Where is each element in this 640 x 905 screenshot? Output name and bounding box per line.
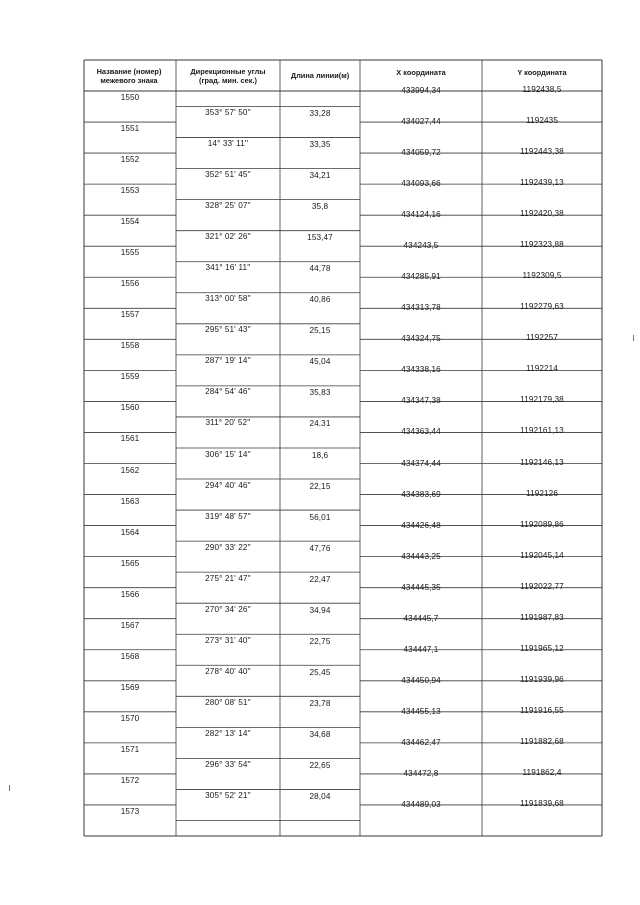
direction-angle: 313° 00' 58'' (205, 294, 251, 304)
y-coordinate: 1192439,13 (520, 178, 564, 188)
direction-angle: 284° 54' 46'' (205, 387, 251, 397)
direction-angle: 341° 16' 11'' (205, 263, 251, 273)
y-coordinate: 1192309,5 (522, 271, 562, 281)
point-name: 1554 (120, 217, 140, 227)
direction-angle: 278° 40' 40'' (205, 666, 251, 676)
line-length: 34,21 (309, 171, 331, 181)
line-length: 28,04 (309, 791, 331, 801)
point-name: 1555 (120, 248, 140, 258)
point-name: 1564 (120, 527, 140, 537)
direction-angle: 353° 57' 50'' (205, 108, 251, 118)
line-length: 22,47 (309, 574, 331, 584)
line-length: 33,35 (309, 140, 331, 150)
y-coordinate: 1191965,12 (520, 643, 564, 653)
y-coordinate: 1192179,38 (520, 395, 564, 405)
y-coordinate: 1192435 (526, 116, 558, 126)
point-name: 1553 (120, 186, 140, 196)
direction-angle: 295° 51' 43'' (205, 325, 251, 335)
direction-angle: 270° 34' 26'' (205, 604, 251, 614)
direction-angle: 305° 52' 21'' (205, 790, 251, 800)
y-coordinate: 1191916,55 (520, 705, 564, 715)
header-angles: Дирекционные углы (град. мин. сек.) (190, 67, 266, 85)
direction-angle: 14° 33' 11'' (207, 139, 249, 149)
x-coordinate: 434285,91 (401, 272, 441, 282)
line-length: 25,15 (309, 326, 331, 336)
point-name: 1558 (120, 341, 140, 351)
x-coordinate: 434447,1 (403, 644, 439, 654)
line-length: 153,47 (307, 233, 333, 243)
x-coordinate: 434445,7 (403, 613, 439, 623)
line-length: 22,15 (309, 481, 331, 491)
line-length: 22,65 (309, 760, 331, 770)
point-name: 1561 (120, 434, 140, 444)
line-length: 24,31 (309, 419, 331, 429)
y-coordinate: 1192146,13 (520, 457, 564, 467)
x-coordinate: 434363,44 (401, 427, 441, 437)
y-coordinate: 1191939,96 (520, 674, 564, 684)
line-length: 40,86 (309, 295, 331, 305)
direction-angle: 273° 31' 40'' (205, 635, 251, 645)
line-length: 35,8 (311, 202, 329, 212)
line-length: 56,01 (309, 512, 331, 522)
point-name: 1559 (120, 372, 140, 382)
x-coordinate: 434093,66 (401, 179, 441, 189)
x-coordinate: 434450,94 (401, 675, 441, 685)
line-length: 47,76 (309, 543, 331, 553)
y-coordinate: 1191862,4 (522, 767, 562, 777)
point-name: 1565 (120, 558, 140, 568)
x-coordinate: 434124,16 (401, 210, 441, 220)
x-coordinate: 434443,25 (401, 551, 441, 561)
direction-angle: 280° 08' 51'' (205, 697, 251, 707)
x-coordinate: 434243,5 (403, 241, 439, 251)
y-coordinate: 1192279,63 (520, 302, 564, 312)
y-coordinate: 1192022,77 (520, 581, 564, 591)
point-name: 1563 (120, 496, 140, 506)
direction-angle: 306° 15' 14'' (205, 449, 251, 459)
point-name: 1551 (120, 124, 140, 134)
direction-angle: 311° 20' 52'' (205, 418, 251, 428)
header-x: X координата (396, 68, 446, 77)
line-length: 25,45 (309, 667, 331, 677)
direction-angle: 287° 19' 14'' (205, 356, 251, 366)
direction-angle: 321° 02' 26'' (205, 232, 251, 242)
x-coordinate: 434027,44 (401, 117, 441, 127)
point-name: 1573 (120, 806, 140, 816)
x-coordinate: 434426,48 (401, 520, 441, 530)
point-name: 1556 (120, 279, 140, 289)
y-coordinate: 1192443,38 (520, 147, 564, 157)
line-length: 22,75 (309, 636, 331, 646)
y-coordinate: 1192420,38 (520, 209, 564, 219)
y-coordinate: 1191882,68 (520, 736, 564, 746)
y-coordinate: 1192257 (526, 333, 558, 343)
x-coordinate: 434313,78 (401, 303, 441, 313)
point-name: 1572 (120, 775, 140, 785)
x-coordinate: 434383,69 (401, 489, 441, 499)
y-coordinate: 1192323,88 (520, 240, 564, 250)
header-y: Y координата (517, 68, 567, 77)
line-length: 34,94 (309, 605, 331, 615)
direction-angle: 296° 33' 54'' (205, 759, 251, 769)
point-name: 1560 (120, 403, 140, 413)
y-coordinate: 1192161,13 (520, 426, 564, 436)
point-name: 1568 (120, 651, 140, 661)
point-name: 1571 (120, 744, 140, 754)
point-name: 1567 (120, 620, 140, 630)
point-name: 1569 (120, 682, 140, 692)
point-name: 1566 (120, 589, 140, 599)
margin-mark (633, 335, 634, 341)
direction-angle: 352° 51' 45'' (205, 170, 251, 180)
line-length: 18,6 (311, 450, 329, 460)
x-coordinate: 433994,34 (401, 86, 441, 95)
y-coordinate: 1191839,68 (520, 798, 564, 808)
y-coordinate: 1192089,86 (520, 519, 564, 529)
x-coordinate: 434489,03 (401, 799, 441, 809)
line-length: 35,83 (309, 388, 331, 398)
x-coordinate: 434059,72 (401, 148, 441, 158)
x-coordinate: 434347,38 (401, 396, 441, 406)
point-name: 1557 (120, 310, 140, 320)
direction-angle: 319° 48' 57'' (205, 511, 251, 521)
y-coordinate: 1192126 (526, 488, 558, 498)
y-coordinate: 1192045,14 (520, 550, 564, 560)
header-name: Название (номер) межевого знака (96, 67, 162, 85)
y-coordinate: 1192214 (526, 364, 558, 374)
point-name: 1550 (120, 93, 140, 102)
line-length: 33,28 (309, 109, 331, 119)
y-coordinate: 1191987,83 (520, 612, 564, 622)
x-coordinate: 434455,13 (401, 706, 441, 716)
point-name: 1570 (120, 713, 140, 723)
direction-angle: 328° 25' 07'' (205, 201, 251, 211)
direction-angle: 294° 40' 46'' (205, 480, 251, 490)
header-length: Длина линии(м) (290, 71, 350, 80)
direction-angle: 275° 21' 47'' (205, 573, 251, 583)
x-coordinate: 434338,16 (401, 365, 441, 375)
point-name: 1562 (120, 465, 140, 475)
point-name: 1552 (120, 155, 140, 165)
y-coordinate: 1192438,5 (522, 85, 562, 94)
x-coordinate: 434324,75 (401, 334, 441, 344)
x-coordinate: 434374,44 (401, 458, 441, 468)
line-length: 34,68 (309, 729, 331, 739)
direction-angle: 290° 33' 22'' (205, 542, 251, 552)
line-length: 44,78 (309, 264, 331, 274)
direction-angle: 282° 13' 14'' (205, 728, 251, 738)
x-coordinate: 434472,8 (403, 768, 439, 778)
margin-mark (9, 785, 10, 791)
line-length: 45,04 (309, 357, 331, 367)
x-coordinate: 434445,35 (401, 582, 441, 592)
line-length: 23,78 (309, 698, 331, 708)
x-coordinate: 434462,47 (401, 737, 441, 747)
